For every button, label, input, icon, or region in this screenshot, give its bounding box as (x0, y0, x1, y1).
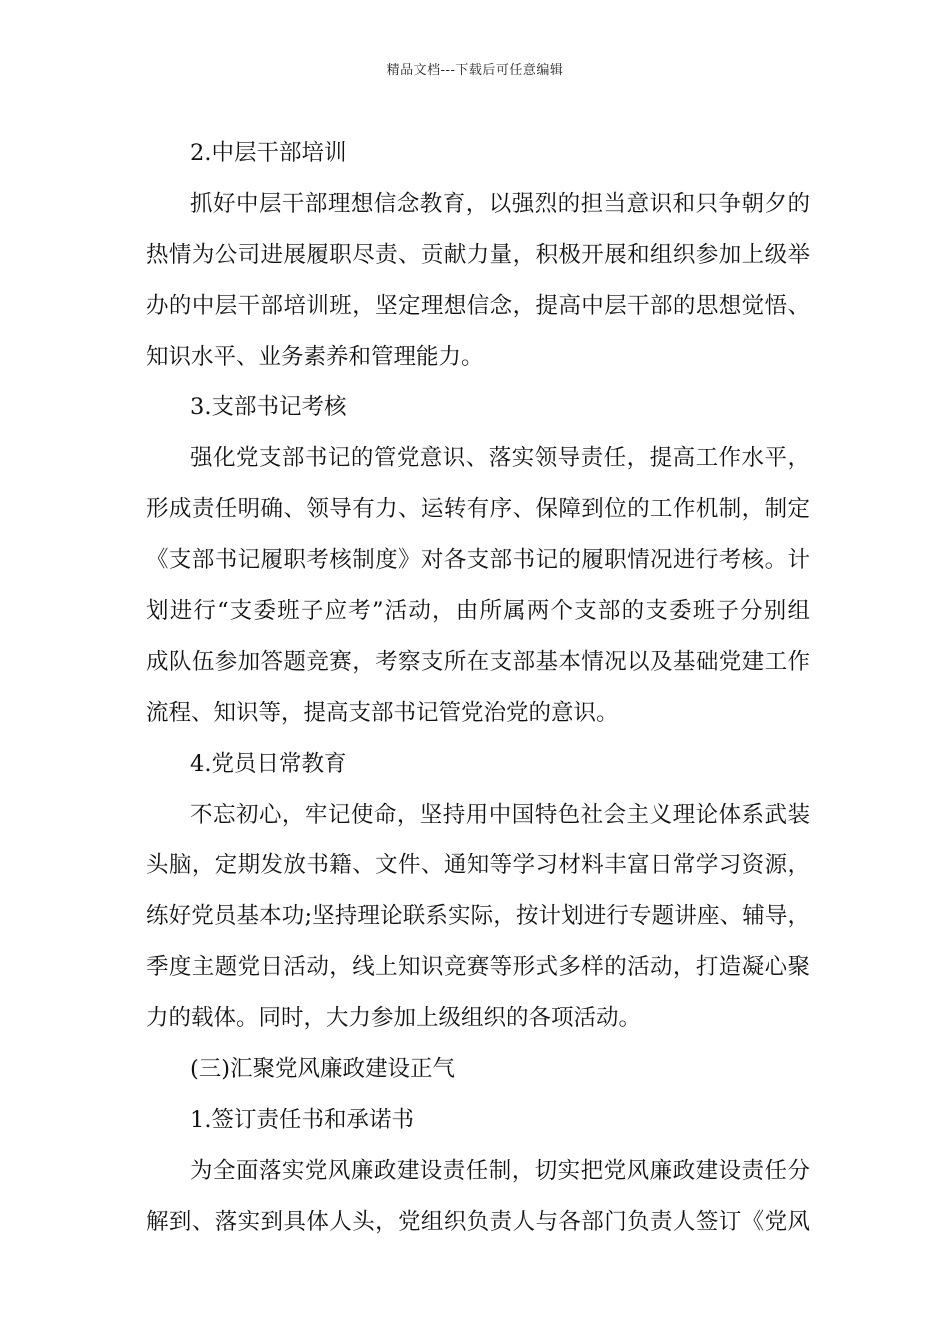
text-line: 为全面落实党风廉政建设责任制，切实把党风廉政建设责任分 (190, 1157, 810, 1184)
text-line: 知识水平、业务素养和管理能力。 (146, 343, 484, 370)
text-line: 2.中层干部培训 (190, 140, 347, 166)
text-line: 强化党支部书记的管党意识、落实领导责任，提高工作水平， (190, 445, 810, 472)
document-body (146, 128, 810, 1248)
text-line: 抓好中层干部理想信念教育，以强烈的担当意识和只争朝夕的 (190, 190, 810, 217)
text-line: (三)汇聚党风廉政建设正气 (190, 1056, 456, 1083)
text-line: 形成责任明确、领导有力、运转有序、保障到位的工作机制，制定 (146, 496, 810, 523)
text-line: 头脑，定期发放书籍、文件、通知等学习材料丰富日常学习资源， (146, 852, 810, 879)
text-line: 季度主题党日活动，线上知识竞赛等形式多样的活动，打造凝心聚 (146, 954, 810, 981)
page-header: 精品文档---下载后可任意编辑 (386, 63, 564, 78)
text-line: 办的中层干部培训班，坚定理想信念，提高中层干部的思想觉悟、 (146, 292, 810, 319)
text-line: 1.签订责任书和承诺书 (190, 1106, 414, 1133)
text-line: 3.支部书记考核 (190, 394, 347, 421)
text-line: 《支部书记履职考核制度》对各支部书记的履职情况进行考核。计 (146, 547, 810, 574)
text-line: 解到、落实到具体人头，党组织负责人与各部门负责人签订《党风 (146, 1208, 810, 1235)
text-line: 力的载体。同时，大力参加上级组织的各项活动。 (146, 1005, 642, 1032)
text-line: 划进行“支委班子应考”活动，由所属两个支部的支委班子分别组 (146, 598, 810, 625)
text-line: 练好党员基本功;坚持理论联系实际，按计划进行专题讲座、辅导， (146, 903, 810, 930)
text-line: 流程、知识等，提高支部书记管党治党的意识。 (146, 699, 619, 726)
text-line: 4.党员日常教育 (190, 750, 347, 777)
text-line: 热情为公司进展履职尽责、贡献力量，积极开展和组织参加上级举 (146, 241, 810, 268)
text-line: 不忘初心，牢记使命，坚持用中国特色社会主义理论体系武装 (190, 801, 810, 828)
text-line: 成队伍参加答题竞赛，考察支所在支部基本情况以及基础党建工作 (146, 648, 810, 675)
